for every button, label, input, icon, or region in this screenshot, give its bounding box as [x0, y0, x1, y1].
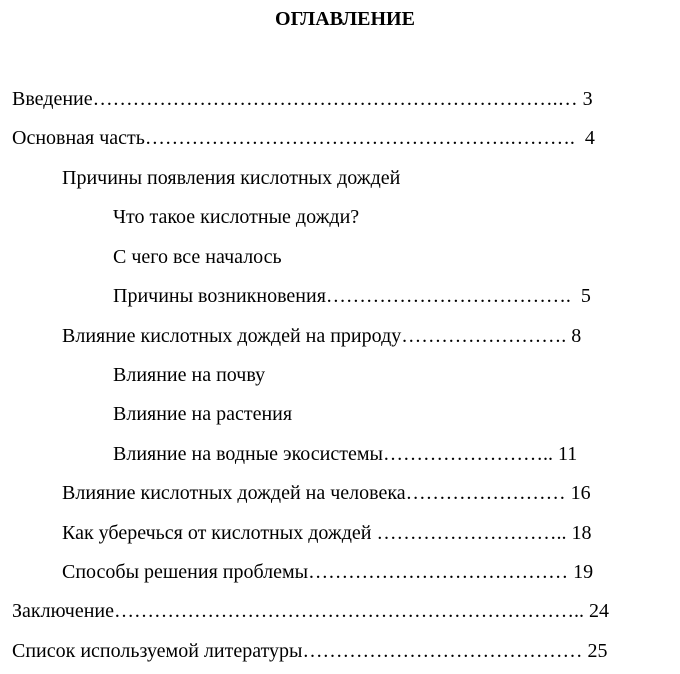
toc-entry-impact-on-soil: [113, 363, 265, 387]
toc-entry-text: Влияние на растения: [113, 403, 293, 425]
toc-entry-text: Основная часть……………………………………………….……….: [12, 127, 575, 149]
toc-page-number: 18: [566, 522, 592, 544]
toc-entry-protection: [62, 521, 591, 545]
toc-page-number: 5: [575, 285, 591, 307]
toc-entry-impact-on-plants: [113, 402, 292, 426]
toc-entry-text: Влияние на почву: [113, 364, 266, 386]
toc-entry-text: Причины появления кислотных дождей: [62, 167, 401, 189]
toc-entry-text: Способы решения проблемы…………………………………: [62, 561, 569, 583]
toc-page-number: 16: [565, 482, 591, 504]
toc-entry-text: Список используемой литературы……………………………………: [12, 640, 583, 662]
toc-entry-text: Введение…………………………………………………………….…: [12, 88, 578, 110]
toc-page-number: 24: [584, 600, 609, 622]
toc-page-number: 11: [552, 443, 578, 465]
toc-page-number: 3: [577, 88, 593, 110]
toc-entry-conclusion: [12, 599, 609, 623]
toc-entry-text: Причины возникновения……………………………….: [113, 285, 576, 307]
toc-page-number: 19: [568, 561, 594, 583]
toc-page-number: 25: [582, 640, 608, 662]
toc-entry-causes-of-acid-rain: [62, 166, 400, 190]
toc-entry-causes-of-occurrence: [113, 284, 591, 308]
toc-entry-text: Влияние кислотных дождей на природу…………………….: [62, 325, 572, 347]
toc-entry-text: Заключение……………………………………………………………..: [12, 600, 584, 622]
toc-entry-how-it-began: [113, 245, 282, 269]
toc-entry-impact-on-nature: [62, 324, 581, 348]
toc-entry-text: С чего все началось: [113, 246, 282, 268]
toc-entry-main-part: [12, 126, 595, 150]
toc-entry-bibliography: [12, 639, 608, 663]
page-title: ОГЛАВЛЕНИЕ: [275, 8, 415, 30]
toc-entry-text: Как уберечься от кислотных дождей ………………………..: [62, 522, 567, 544]
toc-page-number: 8: [571, 325, 582, 347]
toc-entry-impact-on-water-ecosystems: [113, 442, 577, 466]
toc-entry-text: Что такое кислотные дожди?: [113, 206, 360, 228]
toc-entry-impact-on-humans: [62, 481, 591, 505]
toc-entry-introduction: [12, 87, 593, 111]
toc-page-number: 4: [574, 127, 595, 149]
toc-entry-text: Влияние на водные экосистемы……………………..: [113, 443, 553, 465]
toc-entry-solutions: [62, 560, 593, 584]
toc-entry-what-is-acid-rain: [113, 205, 359, 229]
toc-entry-text: Влияние кислотных дождей на человека……………………: [62, 482, 566, 504]
